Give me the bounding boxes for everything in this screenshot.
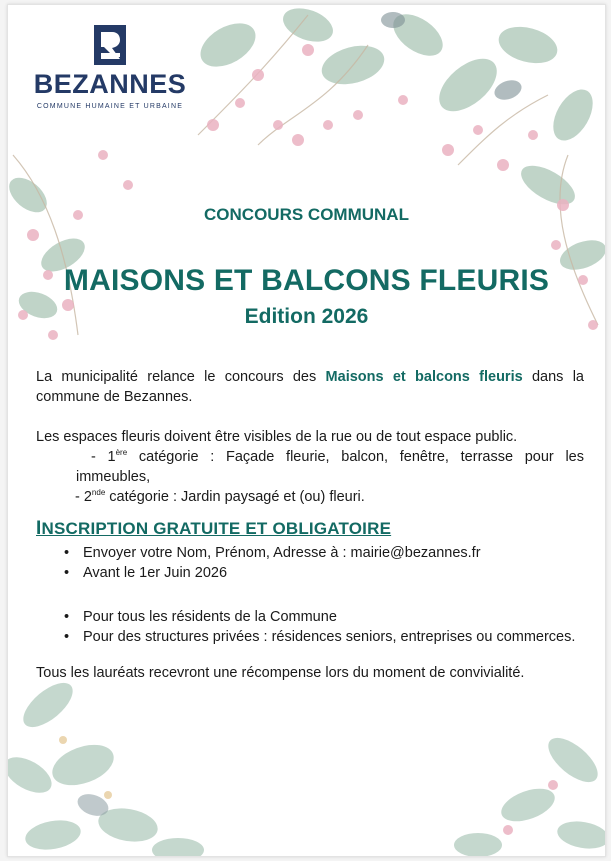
edition-subtitle: Edition 2026 — [244, 305, 369, 328]
intro-paragraph — [36, 367, 584, 407]
intro-text-start: La municipalité relance le concours des — [36, 369, 326, 385]
logo-name: BEZANNES — [33, 69, 187, 99]
category-text: catégorie : Jardin paysagé et (ou) fleuri. — [105, 489, 365, 505]
list-item: • Avant le 1er Juin 2026 — [83, 563, 584, 583]
eligibility-list — [36, 607, 584, 647]
category-text: catégorie : Façade fleurie, balcon, fenêtre, terrasse pour les immeubles, — [76, 449, 585, 485]
intro-text-end: dans la commune de Bezannes. — [36, 369, 584, 405]
flyer-page — [7, 4, 606, 857]
category-ordinal: ère — [115, 448, 128, 458]
logo-tagline: COMMUNE HUMAINE ET URBAINE — [36, 103, 184, 110]
list-item: • Envoyer votre Nom, Prénom, Adresse à : mairie@bezannes.fr — [83, 543, 584, 563]
category-item — [36, 487, 584, 507]
list-item: • Pour des structures privées : résidences seniors, entreprises ou commerces. — [83, 627, 584, 647]
category-prefix: - 2 — [75, 489, 92, 505]
flyer-body — [36, 367, 584, 683]
list-item: • Pour tous les résidents de la Commune — [83, 607, 584, 627]
inscription-heading-rest: NSCRIPTION GRATUITE ET OBLIGATOIRE — [41, 519, 392, 538]
inscription-heading-initial: I — [36, 518, 42, 539]
intro-highlight: Maisons et balcons fleuris — [325, 369, 523, 385]
inscription-steps-list — [36, 543, 584, 583]
category-item — [36, 447, 584, 487]
inscription-heading — [36, 519, 584, 539]
closing-paragraph: Tous les lauréats recevront une récompense lors du moment de convivialité. — [36, 665, 525, 681]
page-title: MAISONS ET BALCONS FLEURIS — [63, 264, 550, 297]
bezannes-logo-mark-icon — [92, 23, 128, 67]
category-ordinal: nde — [91, 488, 106, 498]
category-prefix: - 1 — [91, 449, 116, 465]
visibility-paragraph: Les espaces fleuris doivent être visibles de la rue ou de tout espace public. — [36, 429, 518, 445]
kicker-heading: CONCOURS COMMUNAL — [204, 205, 409, 224]
